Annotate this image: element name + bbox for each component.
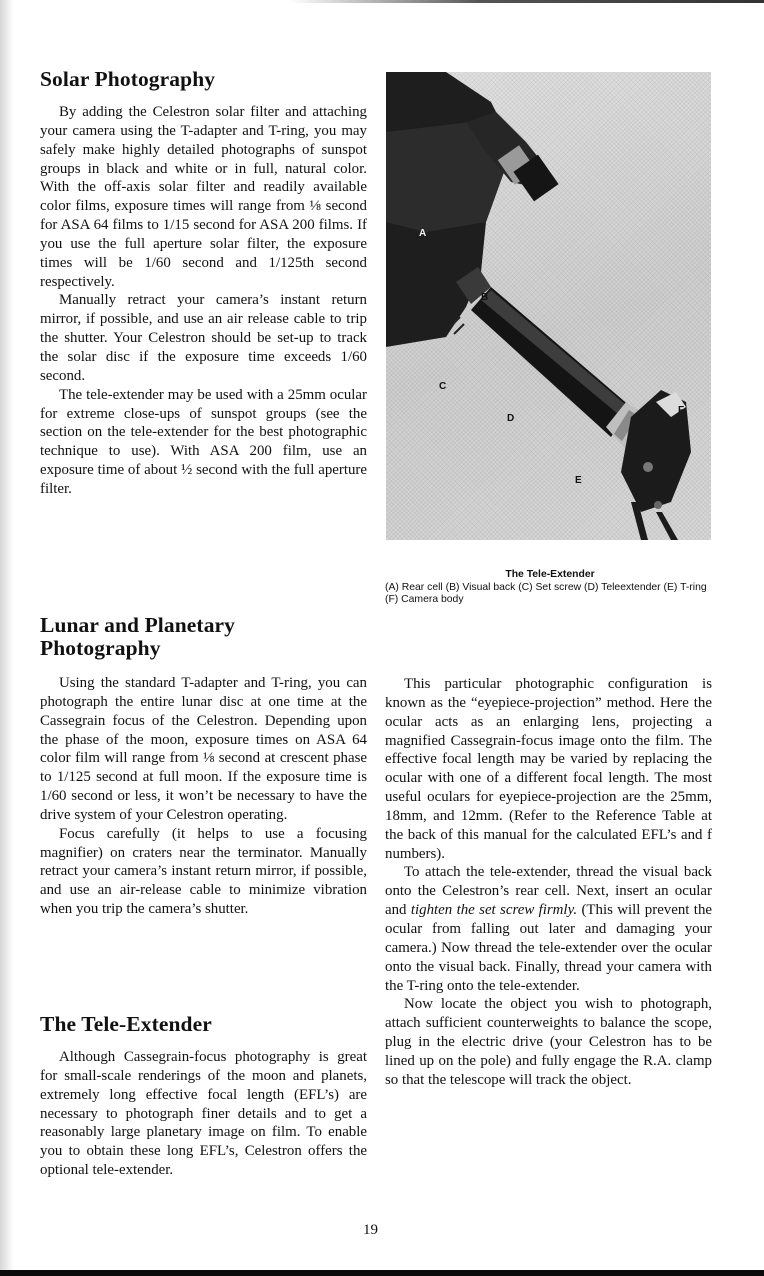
- telescope-illustration: [386, 72, 711, 540]
- paragraph-attach-instructions: [385, 863, 712, 995]
- paragraph: The tele-extender may be used with a 25mm ocular for extreme close-ups of sunspot groups (see the section on the tele-extender for the best photographic technique to use). With ASA 200 film, use an exposure time of about ½ second with the full aperture filter.: [40, 386, 367, 497]
- figure-caption: [385, 569, 715, 607]
- section-tele-extender: [40, 1013, 367, 1180]
- emphasis-set-screw: tighten the set screw firmly.: [410, 902, 578, 919]
- paragraph: Manually retract your camera’s instant return mirror, if possible, and use an air release cable to trip the shutter. Your Celestron should be set-up to track the solar disc if the exposure time exceeds 1/60 second.: [40, 292, 367, 384]
- caption-title: The Tele-Extender: [505, 569, 595, 580]
- paragraph: Although Cassegrain-focus photography is great for small-scale renderings of the moon and planets, extremely long effective focal length (EFL’s) are necessary to photograph finer details and to get a reasonably large planetary image on film. To enable you to obtain these long EFL’s, Celestron offers the optional tele-extender.: [40, 1049, 367, 1179]
- section-solar: [40, 68, 367, 499]
- text-run: To attach the tele-extender, thread the visual back onto the Celestron’s rear cell. Next, insert an ocular and: [385, 864, 712, 919]
- paragraph: Focus carefully (it helps to use a focusing magnifier) on craters near the terminator. Manually retract your camera’s instant return mirror, if possible, and use an air-release cable to minimize vibration when you trip the camera’s shutter.: [40, 825, 367, 918]
- right-column: [385, 675, 712, 1090]
- label-e-t-ring: E: [575, 475, 582, 486]
- page-scan-edge-top: [290, 0, 764, 3]
- label-f-camera-body: F: [678, 405, 685, 416]
- tele-extender-photo: [386, 72, 711, 540]
- label-a-rear-cell: A: [419, 228, 427, 239]
- paragraph: Using the standard T-adapter and T-ring, you can photograph the entire lunar disc at one time at the Cassegrain focus of the Celestron. Depending upon the phase of the moon, exposure times on ASA 64 color film will range from ⅛ second at crescent phase to 1/125 second at full moon. If the exposure time is 1/60 second or less, it won’t be necessary to have the drive system of your Celestron operating.: [40, 675, 367, 823]
- label-c-set-screw: C: [439, 381, 447, 392]
- label-d-tele-extender: D: [507, 413, 515, 424]
- heading-tele-extender: The Tele-Extender: [40, 1012, 212, 1036]
- text-run: (This will prevent the ocular from falling out later and damaging your camera.) Now thread the tele-extender over the ocular onto the visual back. Finally, thread your camera with the T-ring onto the tele-extender.: [385, 902, 712, 994]
- paragraph-eyepiece-projection: This particular photographic configuration is known as the “eyepiece-projection” method. Here the ocular acts as an enlarging lens, projecting a magnified Cassegrain-focus image onto the film. The effective focal length may be varied by replacing the ocular with one of a different focal length. The most useful oculars for eyepiece-projection are the 25mm, 18mm, and 12mm. (Refer to the Reference Table at the back of this manual for the calculated EFL’s and f numbers).: [385, 676, 712, 862]
- paragraph-locate-object: Now locate the object you wish to photograph, attach sufficient counterweights to balance the scope, plug in the electric drive (your Celestron has to be lined up on the pole) and fully engage the R.A. clamp so that the telescope will track the object.: [385, 996, 712, 1088]
- paragraph: By adding the Celestron solar filter and attaching your camera using the T-adapter and T-ring, you may safely make highly detailed photographs of sunspot groups in black and white or in full, natural color. With the off-axis solar filter and readily available color films, exposure times will range from ⅛ second for ASA 64 films to 1/15 second for ASA 200 films. If you use the full aperture solar filter, the exposure times will be 1/60 second and 1/125th second respectively.: [40, 104, 367, 290]
- heading-solar-photography: Solar Photography: [40, 67, 216, 91]
- heading-lunar-planetary-photography: Lunar and Planetary Photography: [40, 613, 236, 660]
- page-scan-edge-left: [0, 0, 14, 1276]
- section-lunar: [40, 614, 367, 919]
- caption-text: (A) Rear cell (B) Visual back (C) Set screw (D) Teleextender (E) T-ring (F) Camera body: [385, 581, 707, 605]
- page-scan-edge-bottom: [0, 1270, 764, 1276]
- label-b-visual-back: B: [481, 292, 489, 303]
- page-number: 19: [363, 1222, 378, 1238]
